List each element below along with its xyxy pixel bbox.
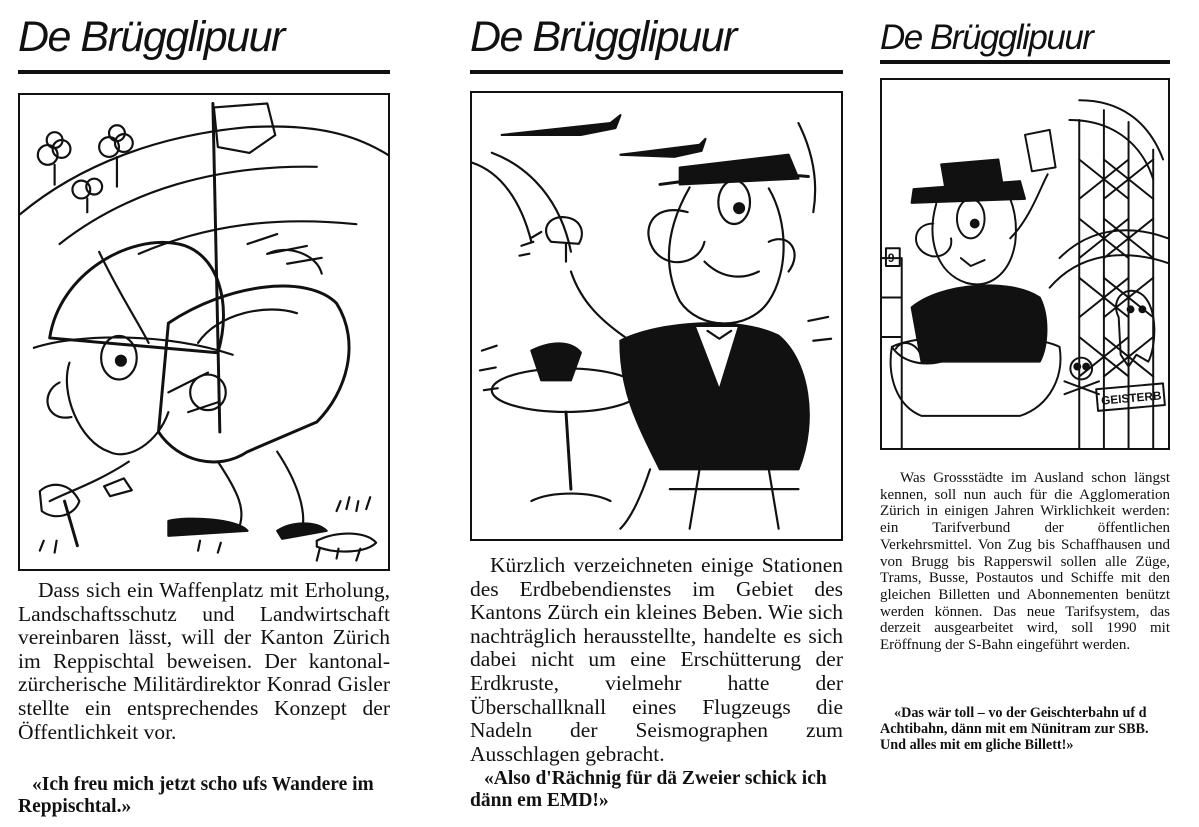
quote-text: «Also d'Rächnig für dä Zweier schick ich dänn em EMD!»: [470, 768, 827, 811]
cartoon-panel-rollercoaster: [880, 78, 1170, 450]
quote-text: «Das wär toll – vo der Geischterbahn uf d Achtibahn, dänn mit em Nünitram zur SBB. Und alles mit em gliche Billett!»: [880, 705, 1149, 753]
cartoon-strip-3: [880, 0, 1170, 753]
cartoon-drawing-rollercoaster: [882, 80, 1168, 448]
article-text: Kürzlich verzeichneten einige Stationen des Erdbebendienstes im Gebiet des Kantons Zürch ein kleines Beben. Wie sich nachträglich herausstellte, handelte es sich dabei nicht um eine Erschütterung der Erdkruste, vielmehr hatte der Überschallknall eines Flugzeugs die Nadeln der Seismographen zum Ausschlagen gebracht.: [470, 553, 843, 766]
cartoon-strip-2: [470, 0, 843, 811]
cartoon-panel-hiker: [18, 93, 390, 571]
cartoon-drawing-hiker: [20, 95, 388, 569]
strip-title: De Brügglipuur: [470, 0, 843, 74]
article-text: Was Grossstädte im Ausland schon längst kennen, soll nun auch für die Agglomeration Zürich in einigen Jahren Wirklichkeit werden: ein Tarifverbund der öffentlichen Verkehrsmittel. Von Zug bis Schaffhausen und von Brugg bis Rapperswil sollen alle Züge, Trams, Busse, Postautos und Schiffe mit den gleichen Billetten und Abonnementen benützt werden können. Das neue Tarifsystem, das derzeit ausgearbeitet wird, soll 1990 mit Eröffnung der S-Bahn eingeführt werden.: [880, 470, 1170, 654]
tram-number-sign: 9: [887, 251, 895, 266]
cartoon-strip-1: [18, 0, 390, 817]
article-text: Dass sich ein Waffenplatz mit Erholung, Landschaftsschutz und Landwirtschaft vereinbaren lässt, will der Kanton Zürich im Reppischtal beweisen. Der kantonal-zürcherische Militärdirektor Konrad Gisler stellte ein entsprechendes Konzept der Öffentlichkeit vor.: [18, 578, 390, 744]
jet-icon: [502, 115, 706, 157]
skull-icon: [1064, 358, 1099, 394]
geisterbahn-sign: GEISTERB: [1100, 388, 1162, 408]
quote-text: «Ich freu mich jetzt scho ufs Wandere im Reppischtal.»: [18, 774, 374, 817]
strip-title: De Brügglipuur: [18, 0, 390, 74]
cartoon-panel-jet: [470, 91, 843, 541]
strip-title: De Brügglipuur: [880, 0, 1170, 64]
bush-icon: [38, 132, 71, 184]
cartoon-drawing-jet: [472, 93, 841, 539]
